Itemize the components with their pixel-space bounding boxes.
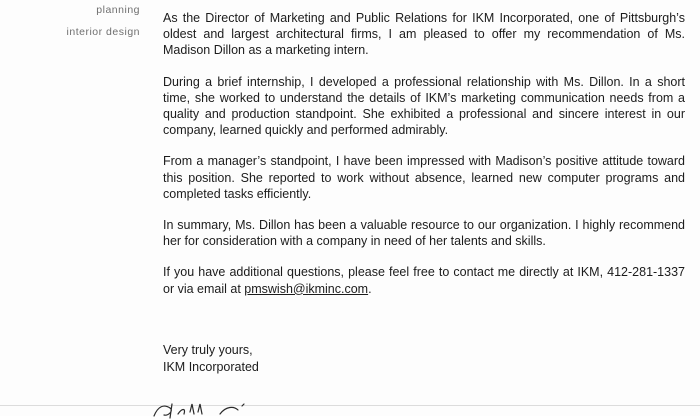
- paragraph-intro: As the Director of Marketing and Public Relations for IKM Incorporated, one of Pittsburgh’s oldest and largest architectural firms, I am pleased to offer my recommendation of Ms. Madison Dillon as a marketing intern.: [163, 11, 685, 58]
- letter-closing: [163, 342, 259, 375]
- email-link[interactable]: pmswish@ikminc.com: [244, 281, 369, 296]
- paragraph-contact: [163, 264, 685, 296]
- paragraph-standpoint: From a manager’s standpoint, I have been impressed with Madison’s positive attitude toward this position. She reported to work without absence, learned new computer programs and completed tasks efficiently.: [163, 154, 685, 201]
- closing-company: IKM Incorporated: [163, 359, 259, 374]
- page-fold-line: [0, 405, 700, 406]
- service-interior-design: interior design: [66, 26, 140, 38]
- paragraph-summary: In summary, Ms. Dillon has been a valuable resource to our organization. I highly recommend her for consideration with a company in need of her talents and skills.: [163, 218, 685, 249]
- closing-salutation: Very truly yours,: [163, 343, 253, 357]
- handwritten-signature: [150, 400, 290, 420]
- paragraph-internship: During a brief internship, I developed a professional relationship with Ms. Dillon. In a short time, she worked to understand the details of IKM’s marketing communication needs from a quality and production standpoint. She exhibited a professional and sincere interest in our company, learned quickly and performed admirably.: [163, 74, 685, 138]
- contact-text: If you have additional questions, please feel free to contact me directly at IKM, 412-281-1337 or via email at: [163, 265, 685, 296]
- service-planning: planning: [96, 4, 140, 16]
- letter-body: [163, 10, 685, 316]
- contact-text-end: .: [368, 281, 372, 296]
